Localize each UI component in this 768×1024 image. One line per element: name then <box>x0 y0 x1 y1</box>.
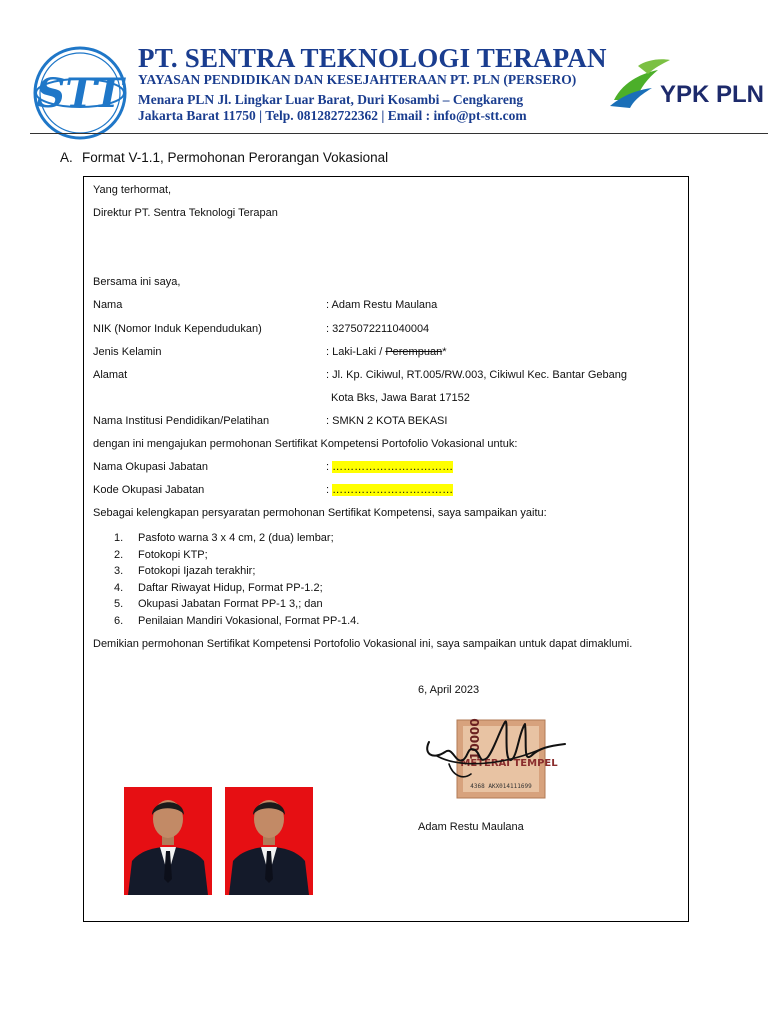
list-item <box>114 563 359 580</box>
field-value-institution: : SMKN 2 KOTA BEKASI <box>326 415 448 427</box>
gender-selected: : Laki-Laki / <box>326 346 386 358</box>
pass-photo-1 <box>124 787 212 895</box>
field-value-address: : Jl. Kp. Cikiwul, RT.005/RW.003, Cikiwul Kec. Bantar Gebang <box>326 369 628 381</box>
gender-struck-option: Perempuan <box>385 346 443 358</box>
list-item-text: Fotokopi Ijazah terakhir; <box>138 565 256 577</box>
occupation-name-blank: …………………………… <box>332 461 454 473</box>
company-address: Menara PLN Jl. Lingkar Luar Barat, Duri Kosambi – Cengkareng <box>138 92 524 107</box>
pass-photo-2 <box>225 787 313 895</box>
list-item <box>114 530 359 547</box>
list-item-text: Pasfoto warna 3 x 4 cm, 2 (dua) lembar; <box>138 532 334 544</box>
ypk-pln-logo <box>608 56 765 112</box>
list-item <box>114 547 359 564</box>
closing-text: Demikian permohonan Sertifikat Kompetensi Portofolio Vokasional ini, saya sampaikan untuk dapat dimaklumi. <box>93 638 633 650</box>
field-value-name: : Adam Restu Maulana <box>326 299 438 311</box>
section-letter: A. <box>60 150 73 165</box>
list-item-text: Okupasi Jabatan Format PP-1 3,; dan <box>138 598 323 610</box>
stt-logo-text: STT <box>36 70 124 117</box>
salutation: Yang terhormat, <box>93 184 172 196</box>
field-value-occupation-name <box>326 461 453 473</box>
gender-asterisk: * <box>442 346 447 358</box>
list-item-text: Fotokopi KTP; <box>138 548 208 561</box>
list-item-number: 2. <box>114 548 124 561</box>
request-text: dengan ini mengajukan permohonan Sertifikat Kompetensi Portofolio Vokasional untuk: <box>93 438 518 450</box>
list-item-text: Daftar Riwayat Hidup, Format PP-1.2; <box>138 581 323 594</box>
list-item-text: Penilaian Mandiri Vokasional, Format PP-1.4. <box>138 614 360 627</box>
list-item-number: 5. <box>114 598 124 610</box>
application-letter <box>83 176 689 922</box>
occupation-code-prefix: : <box>326 484 333 496</box>
letter-date: 6, April 2023 <box>418 684 480 696</box>
section-title <box>60 150 388 165</box>
list-item-number: 4. <box>114 581 124 594</box>
occupation-code-blank: …………………………… <box>332 484 454 496</box>
intro-text: Bersama ini saya, <box>93 276 181 288</box>
field-label-gender: Jenis Kelamin <box>93 346 162 358</box>
company-contact: Jakarta Barat 11750 | Telp. 081282722362 | Email : info@pt-stt.com <box>138 108 527 123</box>
field-label-occupation-code: Kode Okupasi Jabatan <box>93 484 205 496</box>
recipient: Direktur PT. Sentra Teknologi Terapan <box>93 207 278 219</box>
ypk-pln-text: YPK PLN <box>660 81 765 108</box>
stamp-label: METERAI TEMPEL <box>460 758 558 769</box>
company-name: PT. SENTRA TEKNOLOGI TERAPAN <box>138 43 607 73</box>
stt-logo <box>32 45 128 141</box>
header-divider <box>30 133 768 134</box>
occupation-name-prefix: : <box>326 461 333 473</box>
signer-name: Adam Restu Maulana <box>418 821 524 833</box>
list-item-number: 1. <box>114 532 124 544</box>
stamp-value: 10000 <box>468 718 482 760</box>
requirements-list <box>114 530 359 629</box>
field-label-address: Alamat <box>93 369 128 381</box>
list-item <box>114 580 359 597</box>
list-item-number: 6. <box>114 614 124 627</box>
stamp-and-signature <box>419 702 569 802</box>
foundation-name: YAYASAN PENDIDIKAN DAN KESEJAHTERAAN PT. PLN (PERSERO) <box>138 72 577 87</box>
field-value-address-cont: Kota Bks, Jawa Barat 17152 <box>331 392 470 404</box>
field-label-nik: NIK (Nomor Induk Kependudukan) <box>93 323 262 335</box>
field-label-name: Nama <box>93 299 123 311</box>
field-value-occupation-code <box>326 484 453 496</box>
field-value-gender <box>326 346 446 358</box>
requirements-intro: Sebagai kelengkapan persyaratan permohonan Sertifikat Kompetensi, saya sampaikan yaitu: <box>93 507 547 519</box>
stamp-serial: 4368 AKX014111699 <box>470 783 532 790</box>
field-value-nik: : 3275072211040004 <box>326 323 430 335</box>
list-item <box>114 596 359 613</box>
field-label-occupation-name: Nama Okupasi Jabatan <box>93 461 208 473</box>
list-item <box>114 613 359 630</box>
list-item-number: 3. <box>114 565 124 577</box>
section-title-text: Format V-1.1, Permohonan Perorangan Vokasional <box>82 150 389 165</box>
field-label-institution: Nama Institusi Pendidikan/Pelatihan <box>93 415 270 427</box>
